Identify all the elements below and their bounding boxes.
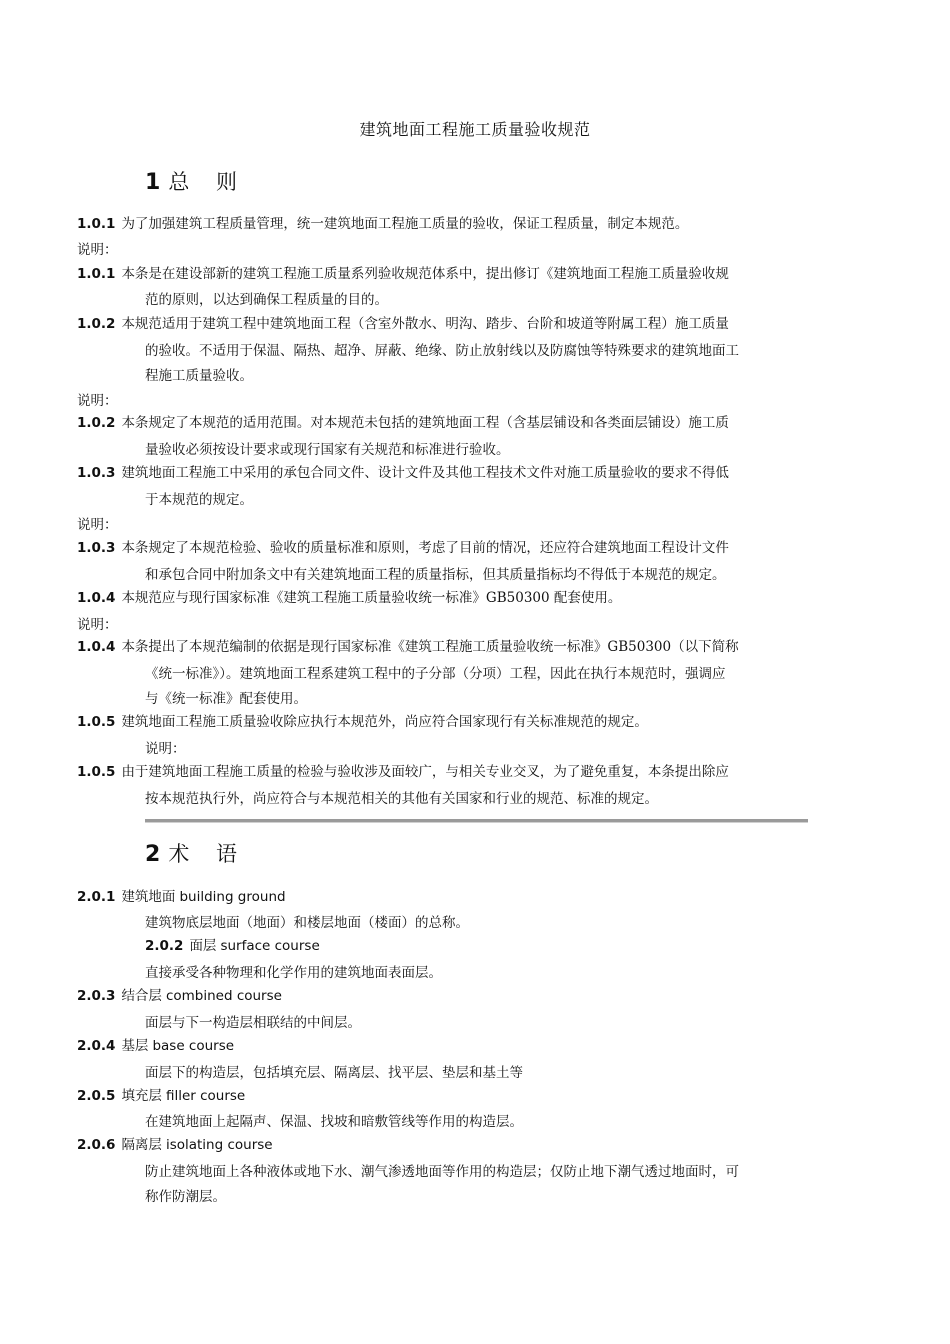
section-title: 总 则 (168, 170, 247, 194)
section-number: 1 (145, 170, 161, 195)
note-label: 说明： (145, 741, 186, 757)
section-number: 2 (145, 842, 161, 867)
note-label: 说明： (77, 617, 118, 633)
note-1-0-3: 1.0.3 本条规定了本规范检验、验收的质量标准和原则，考虑了目前的情况，还应符合建筑地面工程设计文件 (77, 540, 729, 556)
term-definition: 直接承受各种物理和化学作用的建筑地面表面层。 (145, 965, 442, 981)
clause-1-0-4: 1.0.4 本规范应与现行国家标准《建筑工程施工质量验收统一标准》GB50300 配套使用。 (77, 590, 622, 606)
term-definition: 面层与下一构造层相联结的中间层。 (145, 1015, 361, 1031)
section-divider (145, 819, 808, 823)
clause-1-0-3-cont: 于本规范的规定。 (145, 492, 253, 508)
clause-1-0-5: 1.0.5 建筑地面工程施工质量验收除应执行本规范外，尚应符合国家现行有关标准规范的规定。 (77, 714, 648, 730)
clause-1-0-2-cont: 的验收。不适用于保温、隔热、超净、屏蔽、绝缘、防止放射线以及防腐蚀等特殊要求的建筑地面工 (145, 343, 739, 359)
note-label: 说明： (77, 242, 118, 258)
section-title: 术 语 (168, 842, 247, 866)
note-1-0-4-cont: 《统一标准》）。建筑地面工程系建筑工程中的子分部（分项）工程，因此在执行本规范时，强调应 (145, 666, 726, 682)
note-1-0-5-cont: 按本规范执行外，尚应符合与本规范相关的其他有关国家和行业的规范、标准的规定。 (145, 791, 658, 807)
note-label: 说明： (77, 393, 118, 409)
clause-1-0-3: 1.0.3 建筑地面工程施工中采用的承包合同文件、设计文件及其他工程技术文件对施工质量验收的要求不得低 (77, 465, 729, 481)
clause-1-0-1: 1.0.1 为了加强建筑工程质量管理，统一建筑地面工程施工质量的验收，保证工程质量，制定本规范。 (77, 216, 689, 232)
term-2-0-4: 2.0.4 基层 base course (77, 1038, 235, 1054)
clause-1-0-2: 1.0.2 本规范适用于建筑工程中建筑地面工程（含室外散水、明沟、踏步、台阶和坡道等附属工程）施工质量 (77, 316, 729, 332)
note-1-0-3-cont: 和承包合同中附加条文中有关建筑地面工程的质量指标，但其质量指标均不得低于本规范的规定。 (145, 567, 726, 583)
term-definition: 在建筑地面上起隔声、保温、找坡和暗敷管线等作用的构造层。 (145, 1114, 523, 1130)
term-definition: 防止建筑地面上各种液体或地下水、潮气渗透地面等作用的构造层；仅防止地下潮气透过地面时，可 (145, 1164, 739, 1180)
note-label: 说明： (77, 517, 118, 533)
note-1-0-4: 1.0.4 本条提出了本规范编制的依据是现行国家标准《建筑工程施工质量验收统一标准》GB50300（以下简称 (77, 639, 739, 655)
term-2-0-5: 2.0.5 填充层 filler course (77, 1088, 246, 1104)
section-heading-2 (145, 838, 247, 868)
note-1-0-4-cont: 与《统一标准》配套使用。 (145, 691, 307, 707)
term-2-0-6: 2.0.6 隔离层 isolating course (77, 1137, 273, 1153)
term-definition: 面层下的构造层，包括填充层、隔离层、找平层、垫层和基土等 (145, 1065, 523, 1081)
note-1-0-5: 1.0.5 由于建筑地面工程施工质量的检验与验收涉及面较广，与相关专业交叉，为了避免重复，本条提出除应 (77, 764, 729, 780)
note-1-0-2: 1.0.2 本条规定了本规范的适用范围。对本规范未包括的建筑地面工程（含基层铺设和各类面层铺设）施工质 (77, 415, 729, 431)
clause-1-0-2-cont: 程施工质量验收。 (145, 368, 253, 384)
term-2-0-2: 2.0.2 面层 surface course (145, 938, 320, 954)
term-definition: 建筑物底层地面（地面）和楼层地面（楼面）的总称。 (145, 915, 469, 931)
term-definition-cont: 称作防潮层。 (145, 1189, 226, 1205)
note-1-0-1: 1.0.1 本条是在建设部新的建筑工程施工质量系列验收规范体系中，提出修订《建筑地面工程施工质量验收规 (77, 266, 729, 282)
note-1-0-1-cont: 范的原则，以达到确保工程质量的目的。 (145, 292, 388, 308)
note-1-0-2-cont: 量验收必须按设计要求或现行国家有关规范和标准进行验收。 (145, 442, 510, 458)
section-heading-1 (145, 166, 247, 196)
term-2-0-1: 2.0.1 建筑地面 building ground (77, 889, 286, 905)
term-2-0-3: 2.0.3 结合层 combined course (77, 988, 282, 1004)
document-title: 建筑地面工程施工质量验收规范 (359, 120, 591, 139)
